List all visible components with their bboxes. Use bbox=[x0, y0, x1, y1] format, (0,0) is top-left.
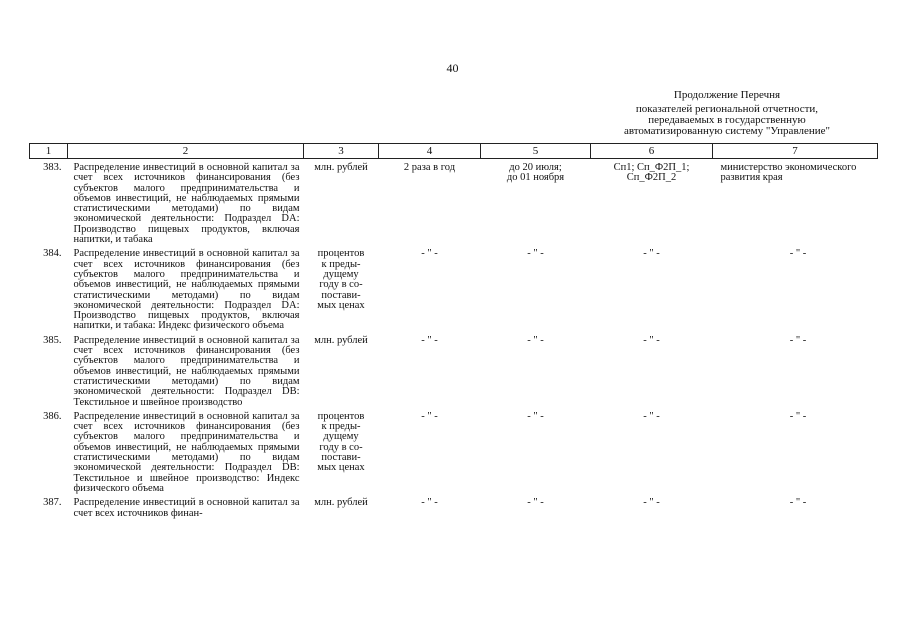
agency-cell: - " - bbox=[789, 497, 807, 509]
row-number: 387. bbox=[43, 497, 62, 509]
agency-cell: - " - bbox=[789, 410, 807, 422]
row-number: 383. bbox=[43, 162, 62, 173]
agency-cell: - " - bbox=[789, 248, 807, 260]
unit-cell: процентов к преды- дущему году в со- постави- мых ценах bbox=[317, 410, 365, 474]
frequency-cell: - " - bbox=[421, 497, 438, 509]
continuation-heading bbox=[587, 90, 867, 137]
indicators-table bbox=[29, 143, 878, 523]
column-header: 3 bbox=[304, 144, 379, 159]
agency-cell: - " - bbox=[789, 334, 807, 346]
deadline-cell: - " - bbox=[527, 248, 544, 260]
continuation-line: показателей региональной отчетности, bbox=[635, 103, 819, 115]
column-header: 1 bbox=[30, 144, 68, 159]
form-cell: - " - bbox=[643, 497, 660, 509]
continuation-line: передаваемых в государственную bbox=[648, 114, 806, 126]
column-header: 6 bbox=[591, 144, 713, 159]
page-number: 40 bbox=[446, 61, 459, 75]
row-number: 386. bbox=[43, 410, 62, 422]
unit-cell: млн. рублей bbox=[314, 334, 368, 346]
form-cell: Сп1; Сп_Ф2П_1; Сп_Ф2П_2 bbox=[613, 162, 690, 184]
table-row bbox=[30, 412, 878, 498]
unit-cell: млн. рублей bbox=[314, 162, 368, 173]
indicator-name: Распределение инвестиций в основной капитал за счет всех источников финансирования (без субъектов малого предпринимательства и объемов инвестиций, не наблюдаемых прямыми статистическими методами) по видам экономической деятельности: Подраздел DB: Текстильное и швейное производство bbox=[73, 334, 300, 408]
frequency-cell: - " - bbox=[421, 248, 438, 260]
table-header-row bbox=[30, 144, 878, 159]
row-number: 384. bbox=[43, 248, 62, 260]
table-row bbox=[30, 249, 878, 335]
deadline-cell: - " - bbox=[527, 497, 544, 509]
row-number: 385. bbox=[43, 334, 62, 346]
frequency-cell: - " - bbox=[421, 334, 438, 346]
form-cell: - " - bbox=[643, 410, 660, 422]
continuation-title: Продолжение Перечня bbox=[673, 89, 781, 101]
deadline-cell: - " - bbox=[527, 334, 544, 346]
column-header: 5 bbox=[481, 144, 591, 159]
frequency-cell: - " - bbox=[421, 410, 438, 422]
unit-cell: процентов к преды- дущему году в со- постави- мых ценах bbox=[317, 248, 365, 311]
table-row bbox=[30, 336, 878, 412]
unit-cell: млн. рублей bbox=[314, 497, 368, 509]
indicator-name: Распределение инвестиций в основной капитал за счет всех источников финансирования (без субъектов малого предпринимательства и объемов инвестиций, не наблюдаемых прямыми статистическими методами) по видам экономической деятельности: Подраздел DB: Текстильное и швейное производство: Индекс физического объема bbox=[73, 410, 300, 494]
agency-cell: министерство экономического развития края bbox=[720, 162, 857, 184]
continuation-line: автоматизированную систему "Управление" bbox=[623, 125, 831, 137]
form-cell: - " - bbox=[643, 248, 660, 260]
frequency-cell: 2 раза в год bbox=[403, 162, 456, 173]
indicator-name: Распределение инвестиций в основной капитал за счет всех источников финан- bbox=[73, 497, 300, 519]
table-row bbox=[30, 498, 878, 523]
form-cell: - " - bbox=[643, 334, 660, 346]
deadline-cell: - " - bbox=[527, 410, 544, 422]
table-row bbox=[30, 159, 878, 250]
column-header: 4 bbox=[379, 144, 481, 159]
indicator-name: Распределение инвестиций в основной капитал за счет всех источников финансирования (без субъектов малого предпринимательства и объемов инвестиций, не наблюдаемых прямыми статистическими методами) по видам экономической деятельности: Подраздел DA: Производство пищевых продуктов, включая напитки, и табака: Индекс физического объема bbox=[73, 248, 300, 332]
indicator-name: Распределение инвестиций в основной капитал за счет всех источников финансирования (без субъектов малого предпринимательства и объемов инвестиций, не наблюдаемых прямыми статистическими методами) по видам экономической деятельности: Подраздел DA: Производство пищевых продуктов, включая напитки, и табака bbox=[73, 162, 300, 246]
column-header: 2 bbox=[68, 144, 304, 159]
column-header: 7 bbox=[713, 144, 878, 159]
deadline-cell: до 20 июля; до 01 ноября bbox=[506, 162, 565, 184]
